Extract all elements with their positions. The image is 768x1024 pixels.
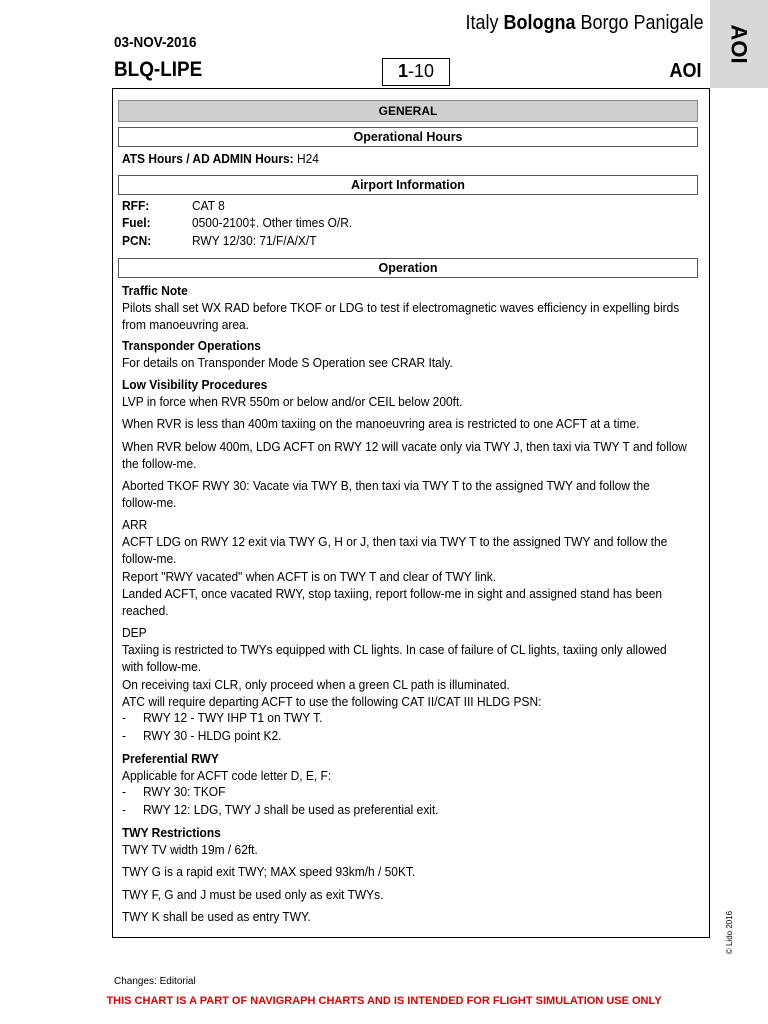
dep-line: with follow-me. bbox=[122, 659, 202, 674]
list-dash: - bbox=[122, 784, 126, 799]
pcn-value: RWY 12/30: 71/F/A/X/T bbox=[192, 233, 317, 248]
transponder-heading: Transponder Operations bbox=[122, 338, 261, 353]
fuel-label: Fuel: bbox=[122, 215, 151, 230]
twy-heading: TWY Restrictions bbox=[122, 825, 221, 840]
airport-information-title: Airport Information bbox=[118, 175, 698, 195]
arr-line: Report "RWY vacated" when ACFT is on TWY T and clear of TWY link. bbox=[122, 569, 497, 584]
city: Bologna bbox=[503, 12, 576, 34]
twy-line: TWY G is a rapid exit TWY; MAX speed 93km/h / 50KT. bbox=[122, 864, 416, 879]
copyright: © Lido 2016 bbox=[725, 910, 735, 954]
general-title: GENERAL bbox=[118, 100, 698, 122]
dep-line: On receiving taxi CLR, only proceed when a green CL path is illuminated. bbox=[122, 677, 510, 692]
arr-line: ACFT LDG on RWY 12 exit via TWY G, H or J, then taxi via TWY T to the assigned TWY and follow the bbox=[122, 534, 668, 549]
dep-line: Taxiing is restricted to TWYs equipped with CL lights. In case of failure of CL lights, taxiing only allowed bbox=[122, 642, 667, 657]
lvp-line: follow-me. bbox=[122, 495, 177, 510]
transponder-line: For details on Transponder Mode S Operation see CRAR Italy. bbox=[122, 355, 453, 370]
twy-line: TWY K shall be used as entry TWY. bbox=[122, 909, 311, 924]
country: Italy bbox=[465, 12, 499, 34]
lvp-line: LVP in force when RVR 550m or below and/or CEIL below 200ft. bbox=[122, 394, 463, 409]
section-tab bbox=[710, 0, 768, 88]
rff-value: CAT 8 bbox=[192, 198, 225, 213]
twy-line: TWY TV width 19m / 62ft. bbox=[122, 842, 258, 857]
pcn-label: PCN: bbox=[122, 233, 152, 248]
list-dash: - bbox=[122, 802, 126, 817]
lvp-line: When RVR is less than 400m taxiing on the manoeuvring area is restricted to one ACFT at a time. bbox=[122, 416, 640, 431]
dep-line: ATC will require departing ACFT to use the following CAT II/CAT III HLDG PSN: bbox=[122, 694, 542, 709]
arr-line: follow-me. bbox=[122, 551, 177, 566]
arr-label: ARR bbox=[122, 517, 148, 532]
page-number: 1-10 bbox=[382, 58, 450, 86]
changes-note: Changes: Editorial bbox=[114, 976, 196, 987]
fuel-value: 0500-2100‡. Other times O/R. bbox=[192, 215, 353, 230]
operational-hours-title: Operational Hours bbox=[118, 127, 698, 147]
traffic-note-line: from manoeuvring area. bbox=[122, 317, 249, 332]
operation-title: Operation bbox=[118, 258, 698, 278]
dep-label: DEP bbox=[122, 625, 147, 640]
rff-label: RFF: bbox=[122, 198, 150, 213]
lvp-line: When RVR below 400m, LDG ACFT on RWY 12 will vacate only via TWY J, then taxi via TWY T and follow bbox=[122, 439, 687, 454]
twy-line: TWY F, G and J must be used only as exit TWYs. bbox=[122, 887, 384, 902]
preferential-heading: Preferential RWY bbox=[122, 751, 219, 766]
airport-location bbox=[466, 12, 704, 35]
dep-item: RWY 30 - HLDG point K2. bbox=[143, 728, 282, 743]
preferential-item: RWY 30: TKOF bbox=[143, 784, 226, 799]
lvp-line: Aborted TKOF RWY 30: Vacate via TWY B, then taxi via TWY T to the assigned TWY and follow the bbox=[122, 478, 650, 493]
lvp-heading: Low Visibility Procedures bbox=[122, 377, 268, 392]
dep-item: RWY 12 - TWY IHP T1 on TWY T. bbox=[143, 710, 323, 725]
ats-hours: ATS Hours / AD ADMIN Hours: H24 bbox=[122, 151, 319, 166]
airport-code: BLQ-LIPE bbox=[114, 58, 203, 81]
arr-line: Landed ACFT, once vacated RWY, stop taxiing, report follow-me in sight and assigned stand has been bbox=[122, 586, 663, 601]
arr-line: reached. bbox=[122, 603, 169, 618]
preferential-item: RWY 12: LDG, TWY J shall be used as preferential exit. bbox=[143, 802, 439, 817]
traffic-note-heading: Traffic Note bbox=[122, 283, 188, 298]
traffic-note-line: Pilots shall set WX RAD before TKOF or LDG to test if electromagnetic waves efficiency in expelling birds bbox=[122, 300, 680, 315]
preferential-line: Applicable for ACFT code letter D, E, F: bbox=[122, 768, 332, 783]
list-dash: - bbox=[122, 728, 126, 743]
section-tab-label: AOI bbox=[727, 24, 752, 64]
simulation-notice: THIS CHART IS A PART OF NAVIGRAPH CHARTS AND IS INTENDED FOR FLIGHT SIMULATION USE ONLY bbox=[106, 995, 662, 1007]
area: Borgo Panigale bbox=[580, 12, 704, 34]
list-dash: - bbox=[122, 710, 126, 725]
chart-date: 03-NOV-2016 bbox=[114, 34, 197, 51]
lvp-line: the follow-me. bbox=[122, 456, 197, 471]
side-margin bbox=[710, 88, 768, 938]
section-code: AOI bbox=[669, 60, 702, 82]
